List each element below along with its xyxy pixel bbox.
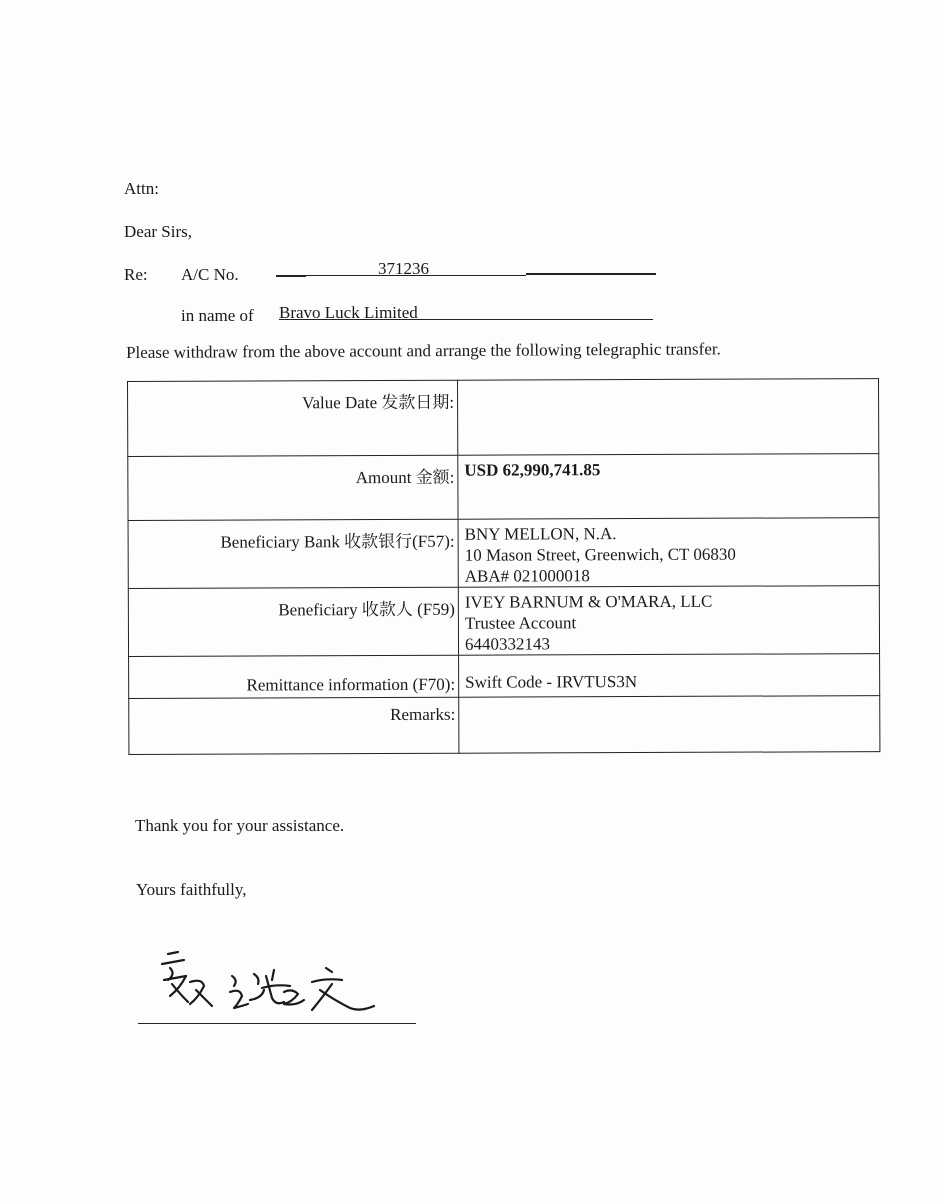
remittance-label: Remittance information (F70):: [129, 655, 459, 698]
beneficiary-bank-line: ABA# 021000018: [464, 566, 590, 586]
salutation: Dear Sirs,: [124, 222, 192, 241]
beneficiary-line: IVEY BARNUM & O'MARA, LLC: [464, 591, 713, 612]
beneficiary-label: Beneficiary 收款人 (F59): [128, 587, 458, 656]
beneficiary-value: [458, 586, 879, 656]
amount-value: USD 62,990,741.85: [458, 454, 879, 520]
beneficiary-bank-label: Beneficiary Bank 收款银行(F57):: [128, 519, 458, 588]
remarks-label: Remarks:: [129, 697, 459, 754]
beneficiary-line: Trustee Account: [464, 613, 577, 633]
account-number-underline-left: [276, 275, 306, 277]
account-name-label: in name of: [181, 306, 254, 325]
value-date-label: Value Date 发款日期:: [128, 380, 458, 456]
instruction-text: Please withdraw from the above account and arrange the following telegraphic transfer.: [126, 339, 721, 362]
table-row-value-date: [128, 379, 879, 457]
beneficiary-bank-value: [458, 518, 879, 588]
thanks-text: Thank you for your assistance.: [135, 816, 345, 835]
table-row-remittance: [129, 654, 880, 699]
account-number-underline-right: [526, 273, 656, 275]
closing-text: Yours faithfully,: [136, 880, 247, 899]
value-date-value: [457, 379, 878, 456]
account-name-value: Bravo Luck Limited: [279, 303, 418, 322]
account-name-underline: [279, 319, 653, 320]
attn-label: Attn:: [124, 179, 159, 198]
amount-label: Amount 金额:: [128, 455, 458, 520]
beneficiary-bank-line: 10 Mason Street, Greenwich, CT 06830: [464, 544, 736, 565]
table-row-beneficiary-bank: [128, 518, 879, 589]
remarks-value: [459, 696, 880, 754]
re-label: Re:: [124, 265, 148, 284]
account-number-label: A/C No.: [181, 265, 239, 284]
transfer-details-table: [127, 378, 880, 755]
table-row-amount: [128, 454, 879, 521]
signature-line: [138, 1023, 416, 1024]
beneficiary-bank-line: BNY MELLON, N.A.: [464, 524, 617, 544]
table-row-remarks: [129, 696, 880, 755]
remittance-value: Swift Code - IRVTUS3N: [459, 654, 880, 698]
table-row-beneficiary: [128, 586, 879, 657]
signature-image: [150, 940, 390, 1035]
account-number-value: 371236: [378, 259, 429, 278]
beneficiary-line: 6440332143: [464, 634, 551, 654]
